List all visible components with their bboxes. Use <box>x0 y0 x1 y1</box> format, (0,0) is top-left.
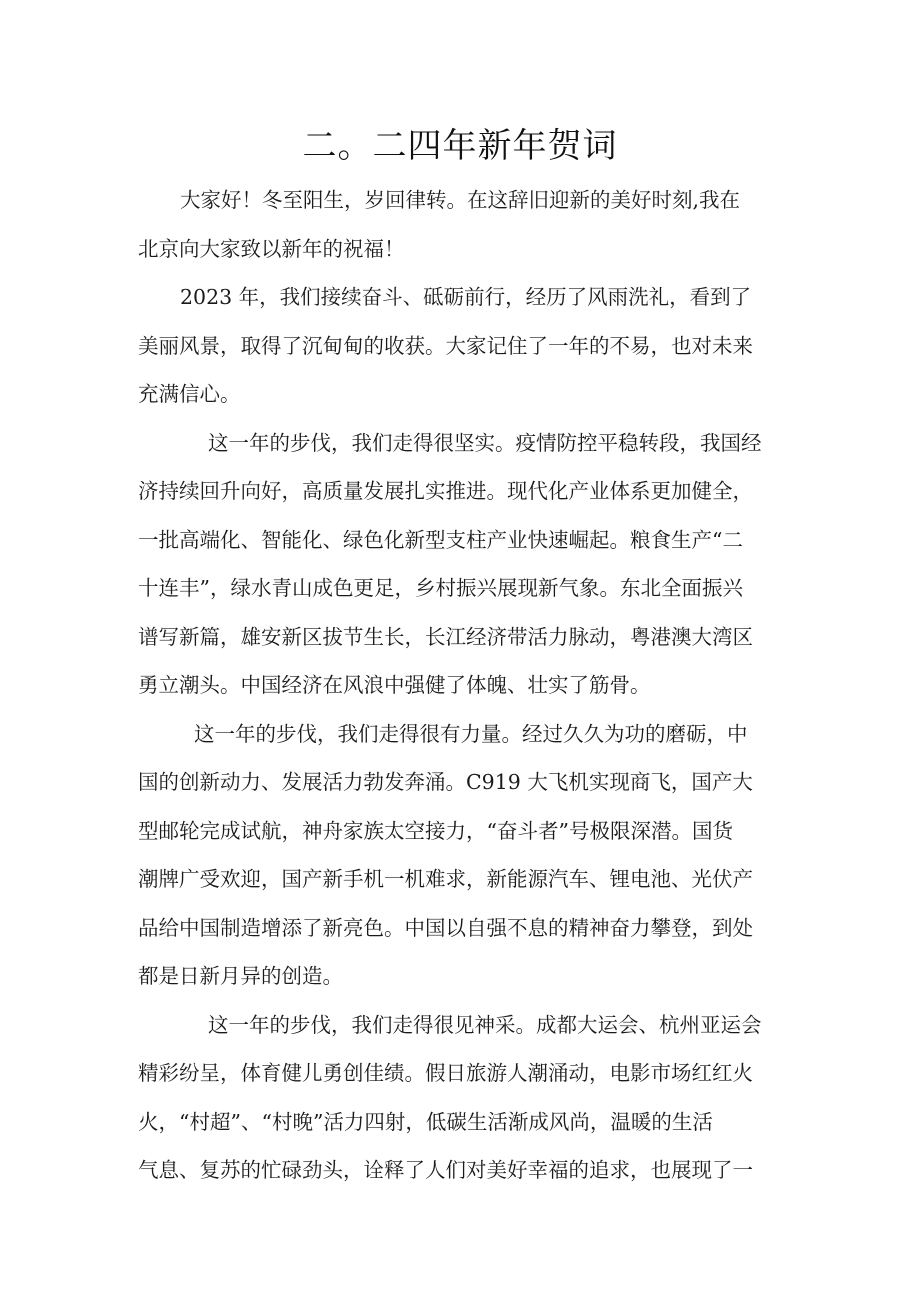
paragraph-line: 美丽风景，取得了沉甸甸的收获。大家记住了一年的不易，也对未来 <box>138 333 753 358</box>
document-body <box>138 176 788 1195</box>
paragraph-line: 潮牌广受欢迎，国产新手机一机难求，新能源汽车、锂电池、光伏产 <box>138 867 753 891</box>
paragraph-4 <box>138 710 788 1001</box>
paragraph-line: 火，“村超”、“村晚”活力四射，低碳生活渐成风尚，温暖的生活 <box>138 1109 713 1134</box>
paragraph-line: 品给中国制造增添了新亮色。中国以自强不息的精神奋力攀登，到处 <box>138 915 753 940</box>
paragraph-line: 国的创新动力、发展活力勃发奔涌。C919 大飞机实现商飞，国产大 <box>138 770 753 794</box>
paragraph-line: 十连丰”，绿水青山成色更足，乡村振兴展现新气象。东北全面振兴 <box>138 576 743 600</box>
paragraph-line: 济持续回升向好，高质量发展扎实推进。现代化产业体系更加健全， <box>138 479 753 503</box>
paragraph-line: 精彩纷呈，体育健儿勇创佳绩。假日旅游人潮涌动，电影市场红红火 <box>138 1061 753 1085</box>
paragraph-line: 谱写新篇，雄安新区拔节生长，长江经济带活力脉动，粤港澳大湾区 <box>138 624 753 649</box>
paragraph-1 <box>138 176 788 273</box>
paragraph-line: 北京向大家致以新年的祝福！ <box>138 236 405 261</box>
paragraph-3 <box>138 419 788 710</box>
paragraph-line: 型邮轮完成试航，神舟家族太空接力，“奋斗者”号极限深潜。国货 <box>138 818 733 843</box>
paragraph-5 <box>138 1001 788 1195</box>
document-title: 二。二四年新年贺词 <box>302 126 618 166</box>
paragraph-line: 勇立潮头。中国经济在风浪中强健了体魄、壮实了筋骨。 <box>138 673 651 697</box>
paragraph-line: 2023 年，我们接续奋斗、砥砺前行，经历了风雨洗礼，看到了 <box>180 285 752 309</box>
paragraph-line: 一批高端化、智能化、绿色化新型支柱产业快速崛起。粮食生产“二 <box>138 527 743 552</box>
paragraph-line: 充满信心。 <box>138 382 241 406</box>
paragraph-line: 大家好！冬至阳生，岁回律转。在这辞旧迎新的美好时刻,我在 <box>180 188 741 212</box>
paragraph-line: 都是日新月异的创造。 <box>138 964 343 988</box>
paragraph-line: 这一年的步伐，我们走得很坚实。疫情防控平稳转段，我国经 <box>208 430 762 455</box>
paragraph-line: 气息、复苏的忙碌劲头，诠释了人们对美好幸福的追求，也展现了一 <box>138 1158 753 1182</box>
paragraph-2 <box>138 273 788 419</box>
paragraph-line: 这一年的步伐，我们走得很见神采。成都大运会、杭州亚运会 <box>208 1012 762 1037</box>
paragraph-line: 这一年的步伐，我们走得很有力量。经过久久为功的磨砺，中 <box>194 721 748 746</box>
